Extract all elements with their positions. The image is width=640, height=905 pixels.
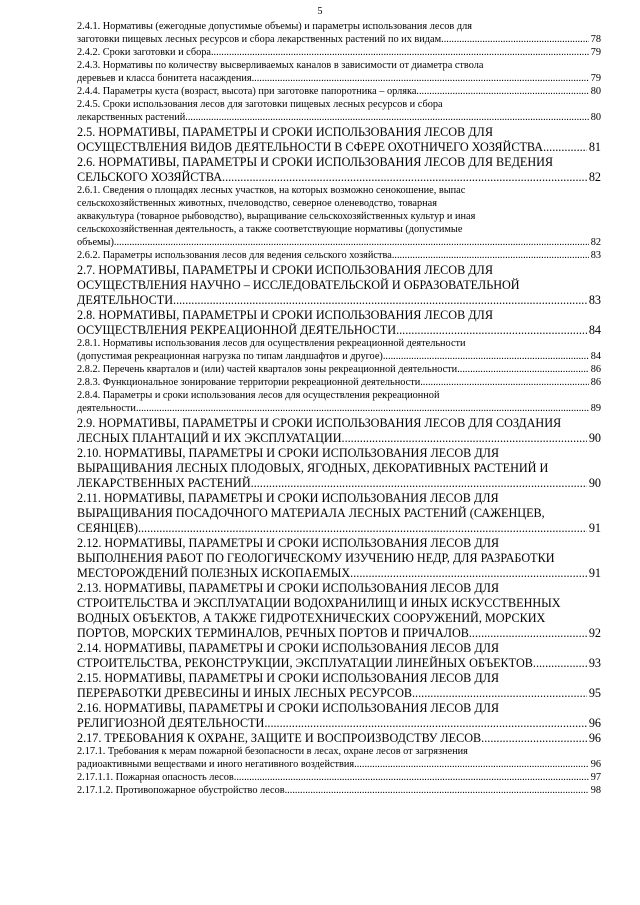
toc-entry-last-line <box>77 140 601 154</box>
toc-entry-last-line <box>77 566 601 580</box>
toc-entry-line: ВОДНЫХ ОБЪЕКТОВ, А ТАКЖЕ ГИДРОТЕХНИЧЕСКИХ СООРУЖЕНИЙ, МОРСКИХ <box>77 611 546 625</box>
toc-entry-title: деятельности <box>77 403 136 414</box>
toc-entry-title: (допустимая рекреационная нагрузка по типам ландшафтов и другое) <box>77 351 383 362</box>
toc-page-number: 89 <box>590 403 601 414</box>
toc-entry[interactable] <box>77 85 601 98</box>
toc-entry-last-line <box>77 716 601 730</box>
toc-page-number: 91 <box>588 566 601 580</box>
toc-entry[interactable] <box>77 184 601 249</box>
toc-page-number: 83 <box>588 293 601 307</box>
toc-entry-title: радиоактивными веществами и иного негативного воздействия <box>77 759 355 770</box>
toc-entry-last-line <box>77 85 601 98</box>
toc-page-number: 82 <box>590 237 601 248</box>
toc-entry-line: 2.10. НОРМАТИВЫ, ПАРАМЕТРЫ И СРОКИ ИСПОЛЬЗОВАНИЯ ЛЕСОВ ДЛЯ <box>77 446 500 460</box>
dot-leader <box>285 784 589 797</box>
toc-entry-last-line <box>77 363 601 376</box>
toc-entry[interactable] <box>77 46 601 59</box>
toc-page-number: 84 <box>588 323 601 337</box>
toc-page-number: 93 <box>588 656 601 670</box>
toc-entry-last-line <box>77 111 601 124</box>
toc-entry-line: ВЫПОЛНЕНИЯ РАБОТ ПО ГЕОЛОГИЧЕСКОМУ ИЗУЧЕНИЮ НЕДР, ДЛЯ РАЗРАБОТКИ <box>77 551 555 565</box>
toc-page-number: 81 <box>588 140 601 154</box>
toc-entry-last-line <box>77 402 601 415</box>
dot-leader <box>138 521 587 535</box>
toc-page-number: 80 <box>590 112 601 123</box>
toc-page-number: 96 <box>590 759 601 770</box>
toc-entry-title: МЕСТОРОЖДЕНИЙ ПОЛЕЗНЫХ ИСКОПАЕМЫХ <box>77 566 351 580</box>
toc-entry[interactable] <box>77 446 601 490</box>
toc-entry[interactable] <box>77 784 601 797</box>
toc-entry-line: ВЫРАЩИВАНИЯ ПОСАДОЧНОГО МАТЕРИАЛА ЛЕСНЫХ РАСТЕНИЙ (САЖЕНЦЕВ, <box>77 506 545 520</box>
toc-entry[interactable] <box>77 536 601 580</box>
toc-entry-line: 2.15. НОРМАТИВЫ, ПАРАМЕТРЫ И СРОКИ ИСПОЛЬЗОВАНИЯ ЛЕСОВ ДЛЯ <box>77 671 500 685</box>
toc-entry-title: лекарственных растений <box>77 112 186 123</box>
toc-entry[interactable] <box>77 491 601 535</box>
dot-leader <box>396 323 587 337</box>
toc-entry[interactable] <box>77 376 601 389</box>
dot-leader <box>457 363 589 376</box>
dot-leader <box>533 656 587 670</box>
toc-entry-line: 2.13. НОРМАТИВЫ, ПАРАМЕТРЫ И СРОКИ ИСПОЛЬЗОВАНИЯ ЛЕСОВ ДЛЯ <box>77 581 500 595</box>
toc-entry-line: сельскохозяйственная деятельность, а также соответствующие нормативы (допустимые <box>77 224 463 235</box>
dot-leader <box>354 758 589 771</box>
toc-entry-line: 2.9. НОРМАТИВЫ, ПАРАМЕТРЫ И СРОКИ ИСПОЛЬЗОВАНИЯ ЛЕСОВ ДЛЯ СОЗДАНИЯ <box>77 416 562 430</box>
toc-entry[interactable] <box>77 125 601 154</box>
toc-entry-title: 2.8.2. Перечень кварталов и (или) частей кварталов зоны рекреационной деятельности <box>77 364 458 375</box>
toc-entry[interactable] <box>77 416 601 445</box>
toc-entry-last-line <box>77 72 601 85</box>
toc-page-number: 92 <box>588 626 601 640</box>
dot-leader <box>392 249 589 262</box>
toc-entry-line: 2.4.5. Сроки использования лесов для заготовки пищевых лесных ресурсов и сбора <box>77 99 443 110</box>
dot-leader <box>114 236 589 249</box>
toc-entry[interactable] <box>77 731 601 745</box>
toc-entry-title: ПОРТОВ, МОРСКИХ ТЕРМИНАЛОВ, РЕЧНЫХ ПОРТОВ И ПРИЧАЛОВ <box>77 626 469 640</box>
dot-leader <box>481 731 587 745</box>
toc-entry-title: ЛЕКАРСТВЕННЫХ РАСТЕНИЙ <box>77 476 251 490</box>
dot-leader <box>264 716 586 730</box>
toc-entry-line: 2.7. НОРМАТИВЫ, ПАРАМЕТРЫ И СРОКИ ИСПОЛЬЗОВАНИЯ ЛЕСОВ ДЛЯ <box>77 263 493 277</box>
toc-entry-line: 2.12. НОРМАТИВЫ, ПАРАМЕТРЫ И СРОКИ ИСПОЛЬЗОВАНИЯ ЛЕСОВ ДЛЯ <box>77 536 500 550</box>
table-of-contents <box>77 20 601 797</box>
toc-entry-line: 2.8.4. Параметры и сроки использования лесов для осуществления рекреационной <box>77 390 440 401</box>
toc-entry-title: ЛЕСНЫХ ПЛАНТАЦИЙ И ИХ ЭКСПЛУАТАЦИИ <box>77 431 342 445</box>
toc-entry-title: ДЕЯТЕЛЬНОСТИ <box>77 293 174 307</box>
toc-entry-line: 2.17.1. Требования к мерам пожарной безопасности в лесах, охране лесов от загрязнения <box>77 746 468 757</box>
toc-page-number: 79 <box>590 73 601 84</box>
toc-entry-line: 2.4.3. Нормативы по количеству высверливаемых каналов в зависимости от диаметра ствола <box>77 60 484 71</box>
toc-entry[interactable] <box>77 308 601 337</box>
toc-page-number: 98 <box>590 785 601 796</box>
toc-page-number: 96 <box>588 731 601 745</box>
dot-leader <box>412 686 587 700</box>
toc-entry-line: ОСУЩЕСТВЛЕНИЯ НАУЧНО – ИССЛЕДОВАТЕЛЬСКОЙ И ОБРАЗОВАТЕЛЬНОЙ <box>77 278 520 292</box>
toc-page-number: 91 <box>588 521 601 535</box>
toc-page-number: 84 <box>590 351 601 362</box>
toc-entry-last-line <box>77 236 601 249</box>
toc-entry-line: СТРОИТЕЛЬСТВА И ЭКСПЛУАТАЦИИ ВОДОХРАНИЛИЩ И ИНЫХ ИСКУССТВЕННЫХ <box>77 596 561 610</box>
toc-entry[interactable] <box>77 363 601 376</box>
toc-entry-title: 2.17.1.1. Пожарная опасность лесов <box>77 772 234 783</box>
toc-entry[interactable] <box>77 701 601 730</box>
toc-entry-line: 2.11. НОРМАТИВЫ, ПАРАМЕТРЫ И СРОКИ ИСПОЛЬЗОВАНИЯ ЛЕСОВ ДЛЯ <box>77 491 499 505</box>
toc-entry[interactable] <box>77 98 601 124</box>
dot-leader <box>251 476 587 490</box>
dot-leader <box>173 293 587 307</box>
dot-leader <box>342 431 587 445</box>
toc-entry-title: деревьев и класса бонитета насаждения <box>77 73 252 84</box>
toc-entry-last-line <box>77 656 601 670</box>
dot-leader <box>441 33 589 46</box>
toc-entry[interactable] <box>77 671 601 700</box>
toc-page-number: 90 <box>588 476 601 490</box>
toc-entry-title: 2.8.3. Функциональное зонирование территории рекреационной деятельности <box>77 377 421 388</box>
page-number: 5 <box>317 6 323 17</box>
dot-leader <box>383 350 589 363</box>
dot-leader <box>350 566 587 580</box>
toc-page-number: 83 <box>590 250 601 261</box>
toc-page-number: 96 <box>588 716 601 730</box>
toc-entry-last-line <box>77 293 601 307</box>
toc-entry-last-line <box>77 476 601 490</box>
toc-entry-title: СЕЛЬСКОГО ХОЗЯЙСТВА <box>77 170 223 184</box>
toc-page-number: 78 <box>590 34 601 45</box>
toc-entry-title: 2.4.4. Параметры куста (возраст, высота) при заготовке папоротника – орляка <box>77 86 417 97</box>
toc-entry-last-line <box>77 784 601 797</box>
toc-entry-last-line <box>77 431 601 445</box>
toc-entry-title: 2.6.2. Параметры использования лесов для ведения сельского хозяйства <box>77 250 392 261</box>
toc-entry-title: 2.4.2. Сроки заготовки и сбора <box>77 47 211 58</box>
toc-page-number: 97 <box>590 772 601 783</box>
toc-entry-line: 2.6.1. Сведения о площадях лесных участков, на которых возможно сенокошение, выпас <box>77 185 466 196</box>
toc-entry-line: 2.5. НОРМАТИВЫ, ПАРАМЕТРЫ И СРОКИ ИСПОЛЬЗОВАНИЯ ЛЕСОВ ДЛЯ <box>77 125 493 139</box>
toc-page-number: 86 <box>590 377 601 388</box>
dot-leader <box>136 402 589 415</box>
toc-entry[interactable] <box>77 337 601 363</box>
dot-leader <box>185 111 588 124</box>
dot-leader <box>222 170 587 184</box>
toc-page-number: 95 <box>588 686 601 700</box>
toc-entry[interactable] <box>77 641 601 670</box>
toc-entry-title: СТРОИТЕЛЬСТВА, РЕКОНСТРУКЦИИ, ЭКСПЛУАТАЦИИ ЛИНЕЙНЫХ ОБЪЕКТОВ <box>77 656 533 670</box>
toc-entry[interactable] <box>77 59 601 85</box>
toc-entry-title: объемы) <box>77 237 114 248</box>
toc-entry-line: сельскохозяйственных животных, пчеловодство, северное оленеводство, товарная <box>77 198 437 209</box>
toc-page-number: 79 <box>590 47 601 58</box>
toc-entry[interactable] <box>77 249 601 262</box>
toc-entry-last-line <box>77 376 601 389</box>
dot-leader <box>416 85 588 98</box>
toc-entry-last-line <box>77 731 601 745</box>
toc-entry-line: ВЫРАЩИВАНИЯ ЛЕСНЫХ ПЛОДОВЫХ, ЯГОДНЫХ, ДЕКОРАТИВНЫХ РАСТЕНИЙ И <box>77 461 549 475</box>
dot-leader <box>469 626 587 640</box>
toc-entry-last-line <box>77 350 601 363</box>
toc-entry-last-line <box>77 249 601 262</box>
toc-entry-line: 2.4.1. Нормативы (ежегодные допустимые объемы) и параметры использования лесов для <box>77 21 472 32</box>
toc-entry[interactable] <box>77 389 601 415</box>
dot-leader <box>543 140 587 154</box>
toc-entry-last-line <box>77 626 601 640</box>
dot-leader <box>420 376 588 389</box>
toc-entry-last-line <box>77 46 601 59</box>
toc-entry-title: ОСУЩЕСТВЛЕНИЯ РЕКРЕАЦИОННОЙ ДЕЯТЕЛЬНОСТИ <box>77 323 397 337</box>
toc-entry-line: аквакультура (товарное рыбоводство), выращивание сельскохозяйственных культур и иная <box>77 211 476 222</box>
dot-leader <box>252 72 589 85</box>
dot-leader <box>211 46 589 59</box>
toc-entry-line: 2.8. НОРМАТИВЫ, ПАРАМЕТРЫ И СРОКИ ИСПОЛЬЗОВАНИЯ ЛЕСОВ ДЛЯ <box>77 308 493 322</box>
toc-entry[interactable] <box>77 581 601 640</box>
toc-entry-last-line <box>77 170 601 184</box>
toc-entry[interactable] <box>77 263 601 307</box>
toc-page-number: 82 <box>588 170 601 184</box>
toc-entry-title: 2.17.1.2. Противопожарное обустройство лесов <box>77 785 285 796</box>
dot-leader <box>234 771 589 784</box>
toc-entry-last-line <box>77 686 601 700</box>
toc-entry-title: ПЕРЕРАБОТКИ ДРЕВЕСИНЫ И ИНЫХ ЛЕСНЫХ РЕСУРСОВ <box>77 686 412 700</box>
toc-entry-line: 2.16. НОРМАТИВЫ, ПАРАМЕТРЫ И СРОКИ ИСПОЛЬЗОВАНИЯ ЛЕСОВ ДЛЯ <box>77 701 500 715</box>
toc-entry-title: 2.17. ТРЕБОВАНИЯ К ОХРАНЕ, ЗАЩИТЕ И ВОСПРОИЗВОДСТВУ ЛЕСОВ <box>77 731 482 745</box>
toc-entry-last-line <box>77 771 601 784</box>
toc-entry-line: 2.8.1. Нормативы использования лесов для осуществления рекреационной деятельности <box>77 338 466 349</box>
toc-page-number: 80 <box>590 86 601 97</box>
toc-entry-title: ОСУЩЕСТВЛЕНИЯ ВИДОВ ДЕЯТЕЛЬНОСТИ В СФЕРЕ ОХОТНИЧЕГО ХОЗЯЙСТВА <box>77 140 544 154</box>
toc-entry-title: заготовки пищевых лесных ресурсов и сбора лекарственных растений по их видам <box>77 34 442 45</box>
toc-entry-title: СЕЯНЦЕВ) <box>77 521 138 535</box>
toc-entry-last-line <box>77 521 601 535</box>
toc-entry-line: 2.14. НОРМАТИВЫ, ПАРАМЕТРЫ И СРОКИ ИСПОЛЬЗОВАНИЯ ЛЕСОВ ДЛЯ <box>77 641 500 655</box>
toc-page-number: 86 <box>590 364 601 375</box>
toc-entry-last-line <box>77 323 601 337</box>
toc-entry-last-line <box>77 758 601 771</box>
toc-entry[interactable] <box>77 745 601 771</box>
toc-entry-line: 2.6. НОРМАТИВЫ, ПАРАМЕТРЫ И СРОКИ ИСПОЛЬЗОВАНИЯ ЛЕСОВ ДЛЯ ВЕДЕНИЯ <box>77 155 554 169</box>
toc-entry[interactable] <box>77 20 601 46</box>
toc-entry[interactable] <box>77 155 601 184</box>
toc-page-number: 90 <box>588 431 601 445</box>
toc-entry-title: РЕЛИГИОЗНОЙ ДЕЯТЕЛЬНОСТИ <box>77 716 265 730</box>
toc-entry[interactable] <box>77 771 601 784</box>
toc-entry-last-line <box>77 33 601 46</box>
